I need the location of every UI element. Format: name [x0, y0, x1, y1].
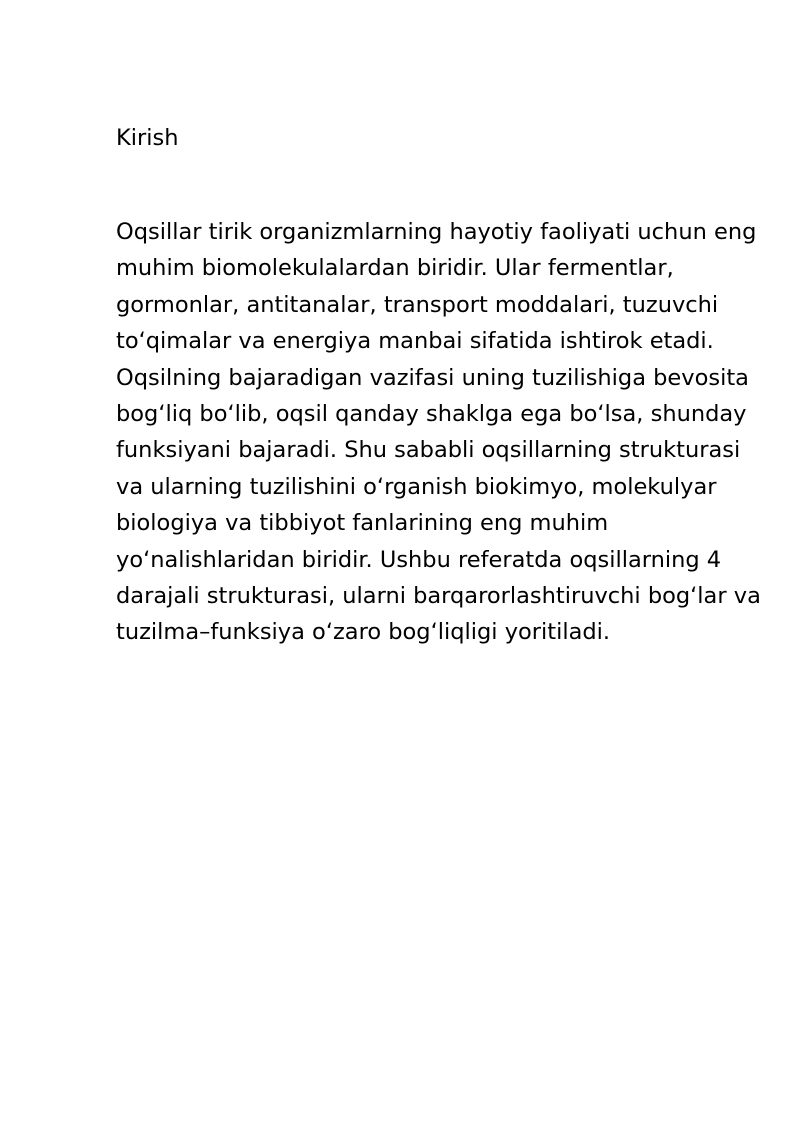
paragraph-line: biologiya va tibbiyot fanlarining eng muhim — [116, 510, 609, 537]
paragraph-line: bog‘liq bo‘lib, oqsil qanday shaklga ega bo‘lsa, shunday — [116, 401, 747, 428]
paragraph-line: funksiyani bajaradi. Shu sababli oqsillarning strukturasi — [116, 437, 741, 464]
paragraph-line: muhim biomolekulalardan biridir. Ular fermentlar, — [116, 255, 674, 282]
paragraph-line: tuzilma–funksiya o‘zaro bog‘liqligi yoritiladi. — [116, 619, 611, 646]
intro-paragraph — [116, 214, 761, 651]
section-heading: Kirish — [116, 125, 179, 151]
paragraph-line: va ularning tuzilishini o‘rganish biokimyo, molekulyar — [116, 473, 717, 500]
paragraph-line: darajali strukturasi, ularni barqarorlashtiruvchi bog‘lar va — [116, 583, 761, 610]
paragraph-line: to‘qimalar va energiya manbai sifatida ishtirok etadi. — [116, 328, 714, 355]
paragraph-line: Oqsilning bajaradigan vazifasi uning tuzilishiga bevosita — [116, 364, 749, 391]
paragraph-line: Oqsillar tirik organizmlarning hayotiy faoliyati uchun eng — [116, 219, 757, 245]
paragraph-line: gormonlar, antitanalar, transport moddalari, tuzuvchi — [116, 291, 719, 318]
paragraph-line: yo‘nalishlaridan biridir. Ushbu referatda oqsillarning 4 — [116, 546, 722, 573]
